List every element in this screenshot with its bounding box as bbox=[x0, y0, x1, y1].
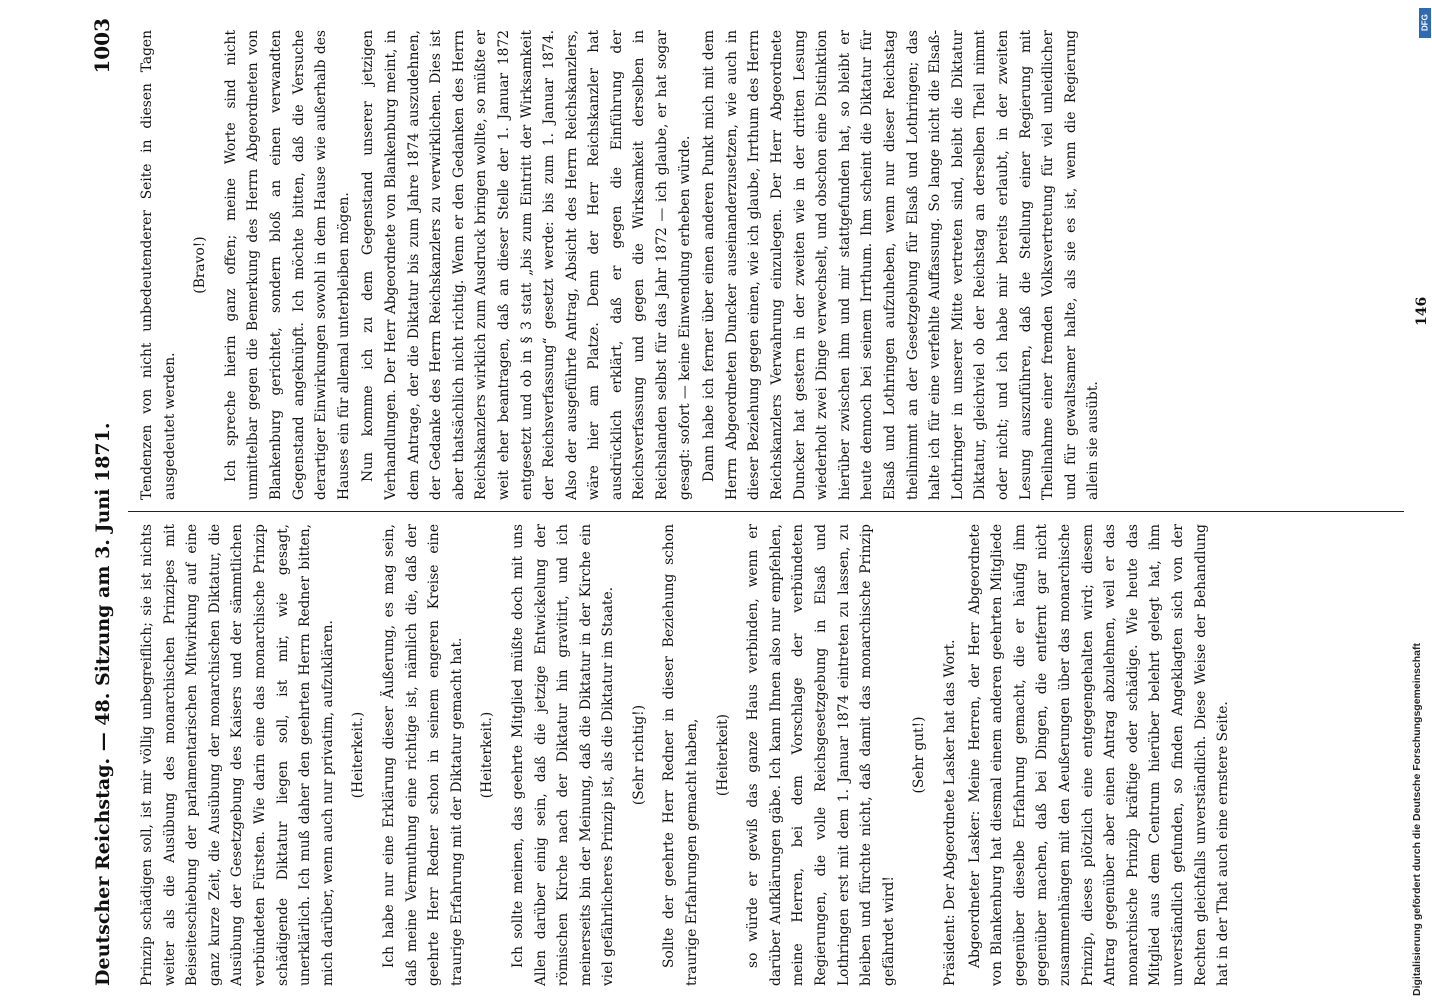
page-footer-number: 146 bbox=[1414, 296, 1430, 326]
stage-direction: (Heiterkeit) bbox=[714, 713, 731, 797]
stage-direction: (Sehr richtig!) bbox=[630, 704, 647, 806]
paragraph: Abgeordneter Lasker: Meine Herren, der Herr Abgeordnete von Blankenburg hat diesmal einem anderen geehrten Mitgliede gegenüber dieselbe Erfahrung gemacht, die er häufig ihm gegenüber machen, daß bei Dingen, die entfernt gar nicht zusammenhängen mit den Aeußerungen über das monarchische Prinzip, dieses plötzlich eine entgegengehalten wird; diesem Antrag gegenüber aber einen Antrag abzulehnen, weil er das monarchische Prinzip kräftige oder schädige. Wie heute das Mitglied aus dem Centrum hierüber belehrt gelegt hat, ihm unverständlich gefunden, so finden Angeklagten sich von der Rechten gleichfalls unverständlich. Diese Weise der Behandlung hat in der That auch eine ernstere Seite. bbox=[966, 524, 1232, 986]
paragraph: Dann habe ich ferner über einen anderen Punkt mich mit dem Herrn Abgeordneten Duncker auseinanderzusetzen, wie auch in dieser Beziehung gegen einen, wie ich glaube, Irrthum des Herrn Reichskanzlers Verwahrung einzulegen. Der Herr Abgeordnete Duncker hat gestern in der zweiten wie in der dritten Lesung wiederholt zwei Dinge verwechselt, und obschon eine Distinktion hierüber zwischen ihm und mir stattgefunden hat, so bleibt er heute dennoch bei seinem Irrthum. Ihm scheint die Diktatur für Elsaß und Lothringen aufzuheben, wenn nur dieser Reichstag theilnimmt an der Gesetzgebung für Elsaß und Lothringen; das halte ich für eine verfehlte Auffassung. So lange nicht die Elsaß-Lothringer in unserer Mitte vertreten sind, bleibt die Diktatur Diktatur, gleichviel ob der Reichstag an derselben Theil nimmt oder nicht; und ich habe mir bereits erlaubt, in der zweiten Lesung auszuführen, daß die Stellung einer Regierung mit Theilnahme einer fremden Volksvertretung für viel unleidlicher und für gewaltsamer halte, als sie es ist, wenn die Regierung allein sie ausübt. bbox=[701, 30, 1102, 500]
stage-direction: (Heiterkeit.) bbox=[479, 711, 496, 799]
paragraph: Nun komme ich zu dem Gegenstand unserer jetzigen Verhandlungen. Der Herr Abgeordnete von Blankenburg meint, in dem Antrage, der die Diktatur bis zum Jahre 1874 auszudehnen, der Gedanke des Herrn Reichskanzlers zu verwirklichen. Dies ist aber thatsächlich nicht richtig. Wenn er den Gedanken des Herrn Reichskanzlers wirklich zum Ausdruck bringen wollte, so müßte er weit eher beantragen, daß an dieser Stelle der 1. Januar 1872 entgesetzt und ob in § 3 statt „bis zum Eintritt der Wirksamkeit der Reichsverfassung“ gesetzt werde: bis zum 1. Januar 1874. Also der ausgeführte Antrag, Absicht des Herrn Reichskanzlers, wäre hier am Platze. Denn der Herr Reichskanzler hat ausdrücklich erklärt, daß er gegen die Einführung der Reichsverfassung und gegen die Wirksamkeit derselben in Reichslanden selbst für das Jahr 1872 — ich glaube, er hat sogar gesagt: sofort — keine Einwendung erheben würde. bbox=[360, 30, 693, 500]
dfg-logo: DFG bbox=[1419, 8, 1431, 38]
running-head: Deutscher Reichstag. — 48. Sitzung am 3. Juni 1871. bbox=[92, 422, 114, 986]
stage-direction: (Heiterkeit.) bbox=[350, 711, 367, 799]
paragraph: Präsident: Der Abgeordnete Lasker hat das Wort. bbox=[942, 639, 958, 986]
page-number-header: 1003 bbox=[90, 18, 114, 74]
paragraph: so würde er gewiß das ganze Haus verbinden, wenn er darüber Aufklärungen gäbe. Ich kann Ihnen also nur empfehlen, meine Herren, bei dem Vorschlage der verbündeten Regierungen, die volle Reichsgesetzgebung in Elsaß und Lothringen erst mit dem 1. Januar 1874 eintreten zu lassen, zu bleiben und fürchte nicht, daß damit das monarchische Prinzip gefährdet wird! bbox=[745, 524, 897, 986]
stage-direction: (Sehr gut!) bbox=[911, 716, 928, 794]
text-column-left bbox=[136, 524, 1396, 986]
text-column-right bbox=[136, 30, 1396, 500]
paragraph: Tendenzen von nicht unbedeutenderer Seite in diesen Tagen ausgedeutet werden. bbox=[139, 30, 178, 500]
paragraph: Prinzip schädigen soll, ist mir völlig unbegreiflich; sie ist nichts weiter als die Ausübung des monarchischen Prinzipes mit Beiseiteschiebung der parlamentarischen Mitwirkung auf eine ganz kurze Zeit, die Ausübung der monarchischen Diktatur, die Ausübung der Gesetzgebung des Kaisers und der sämmtlichen verbündeten Fürsten. Wie darin eine das monarchische Prinzip schädigende Diktatur liegen soll, ist mir, wie gesagt, unerklärlich. Ich muß daher den geehrten Herrn Redner bitten, mich darüber, wenn auch nur privatim, aufzuklären. bbox=[139, 524, 336, 986]
paragraph: Sollte der geehrte Herr Redner in dieser Beziehung schon traurige Erfahrungen gemacht haben, bbox=[661, 524, 701, 986]
paragraph: Ich spreche hierin ganz offen; meine Worte sind nicht unmittelbar gegen die Bemerkung des Herrn Abgeordneten von Blankenburg gerichtet, sondern bloß an einen verwandten Gegenstand angeknüpft. Ich möchte bitten, daß die Versuche derartiger Einwirkungen sowohl in dem Hause wie außerhalb des Hauses ein für allemal unterbleiben mögen. bbox=[222, 30, 352, 500]
column-rule bbox=[128, 511, 1404, 512]
page-header bbox=[88, 10, 122, 986]
paragraph: Ich habe nur eine Erklärung dieser Äußerung, es mag sein, daß meine Vermuthung eine richtige ist, nämlich die, daß der geehrte Herr Redner schon in seinem engeren Kreise eine traurige Erfahrung mit der Diktatur gemacht hat. bbox=[380, 524, 465, 986]
stage-direction: (Bravo!) bbox=[192, 236, 209, 294]
paragraph: Ich sollte meinen, das geehrte Mitglied müßte doch mit uns Allen darüber einig sein, daß die jetzige Entwickelung der römischen Kirche nach der Diktatur hin gravitirt, und ich meinerseits bin der Meinung, daß die Diktatur in der Kirche ein viel gefährlicheres Prinzip ist, als die Diktatur im Staate. bbox=[509, 524, 617, 986]
digitization-credit: Digitalisierung gefördert durch die Deutsche Forschungsgemeinschaft bbox=[1411, 643, 1423, 996]
